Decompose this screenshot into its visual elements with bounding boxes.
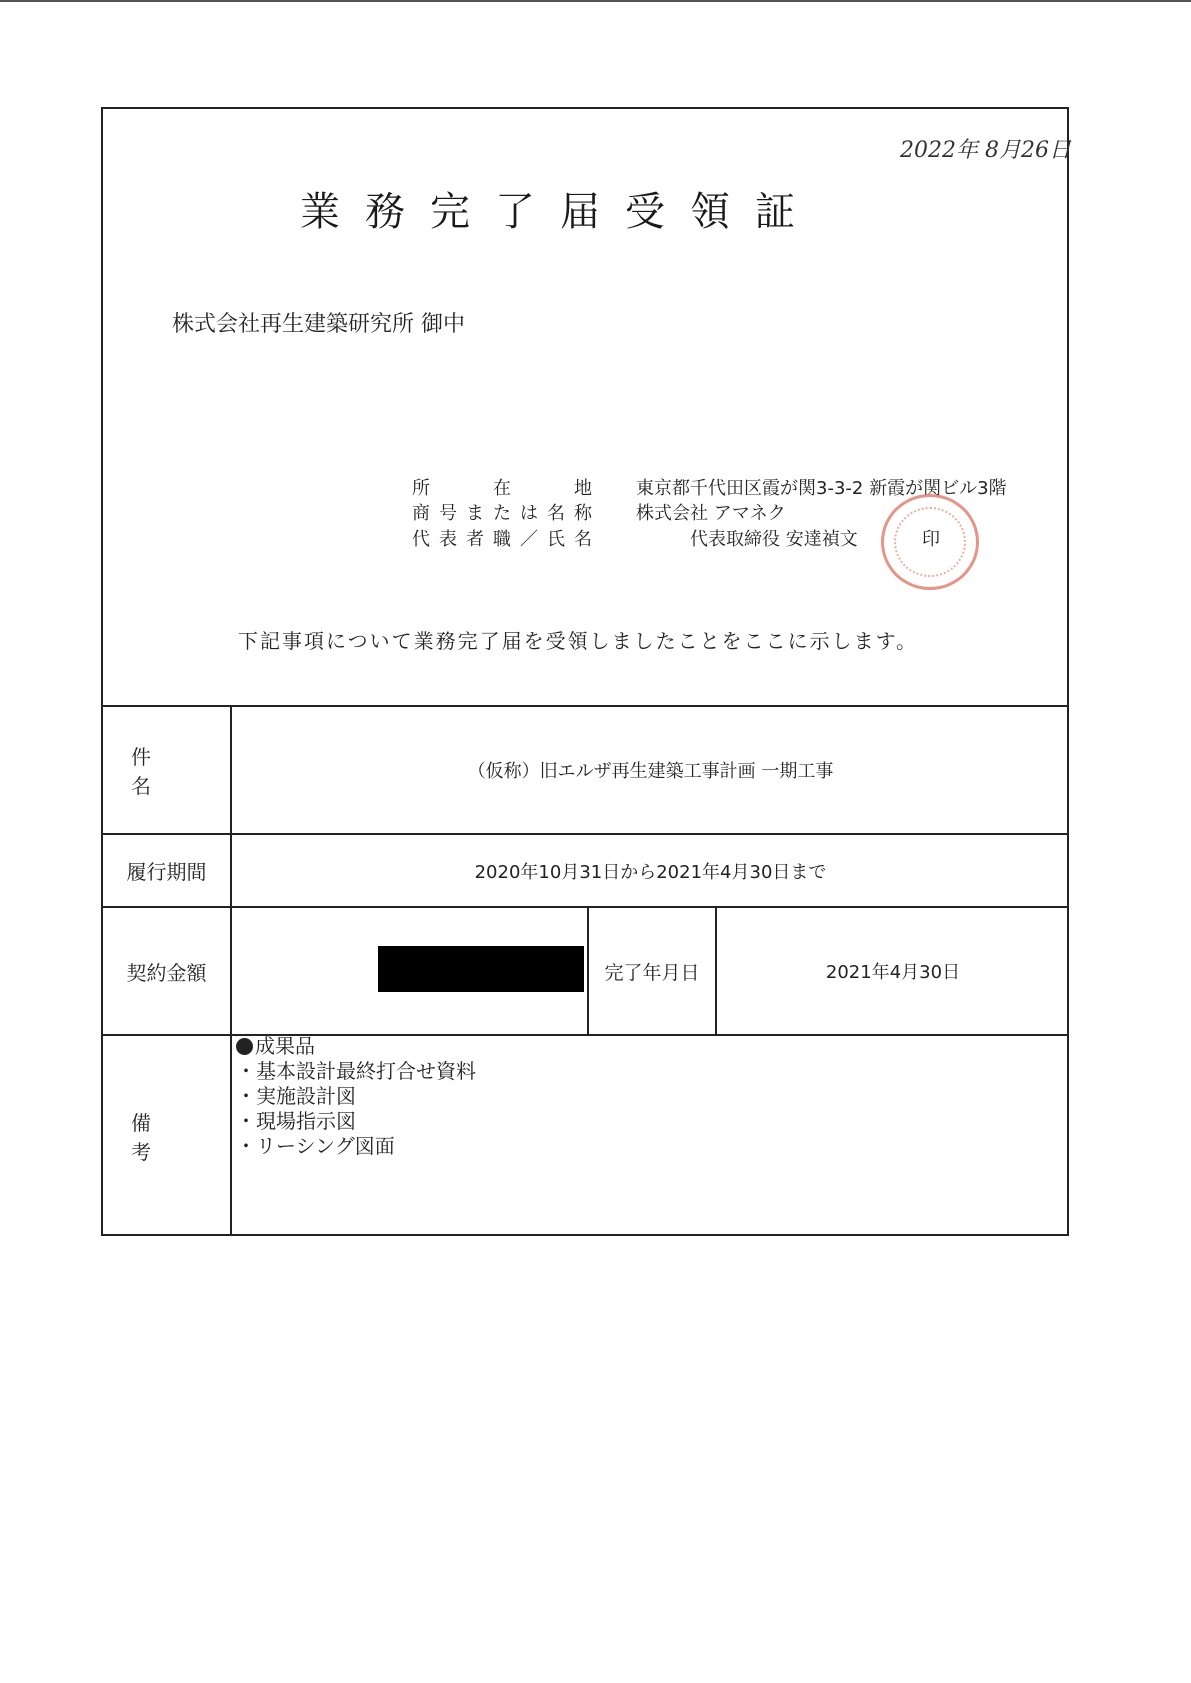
- scan-top-edge: [0, 0, 1191, 2]
- filled-circle-icon: [236, 1038, 253, 1055]
- remarks-heading-row: [236, 1034, 1056, 1059]
- list-item: ・現場指示図: [236, 1109, 356, 1133]
- list-item: ・基本設計最終打合せ資料: [236, 1059, 476, 1083]
- company-label: 商号または名称: [412, 503, 592, 524]
- completion-label: 完了年月日: [604, 961, 700, 984]
- completion-value: 2021年4月30日: [825, 962, 961, 983]
- issue-date: 2022年 8月26日: [900, 138, 1071, 163]
- redacted-amount: [378, 946, 584, 992]
- page-title: 業務完了届受領証: [300, 189, 820, 235]
- seal-mark: 印: [922, 529, 940, 550]
- address-label: 所在地: [412, 478, 592, 499]
- receipt-notice: 下記事項について業務完了届を受領しましたことをここに示します。: [238, 629, 918, 653]
- amount-label: 契約金額: [126, 960, 207, 985]
- seal-inner-ring: [894, 507, 966, 577]
- list-item: ・実施設計図: [236, 1084, 356, 1108]
- remarks-heading: 成果品: [255, 1034, 315, 1058]
- company-seal-stamp: [881, 494, 979, 590]
- list-item: ・リーシング図面: [236, 1134, 395, 1158]
- representative-value: 代表取締役 安達禎文: [690, 529, 858, 550]
- representative-label: 代表者職／氏名: [412, 529, 592, 550]
- period-value: 2020年10月31日から2021年4月30日まで: [474, 861, 827, 883]
- project-value: （仮称）旧エルザ再生建築工事計画 一期工事: [467, 761, 834, 782]
- remarks-list: [236, 1034, 1056, 1159]
- address-value: 東京都千代田区霞が関3-3-2 新霞が関ビル3階: [636, 478, 1007, 499]
- period-label: 履行期間: [126, 860, 207, 884]
- company-value: 株式会社 アマネク: [636, 503, 786, 524]
- remarks-label: 備 考: [131, 1111, 181, 1164]
- project-label: 件 名: [131, 745, 181, 798]
- addressee: 株式会社再生建築研究所 御中: [172, 312, 465, 337]
